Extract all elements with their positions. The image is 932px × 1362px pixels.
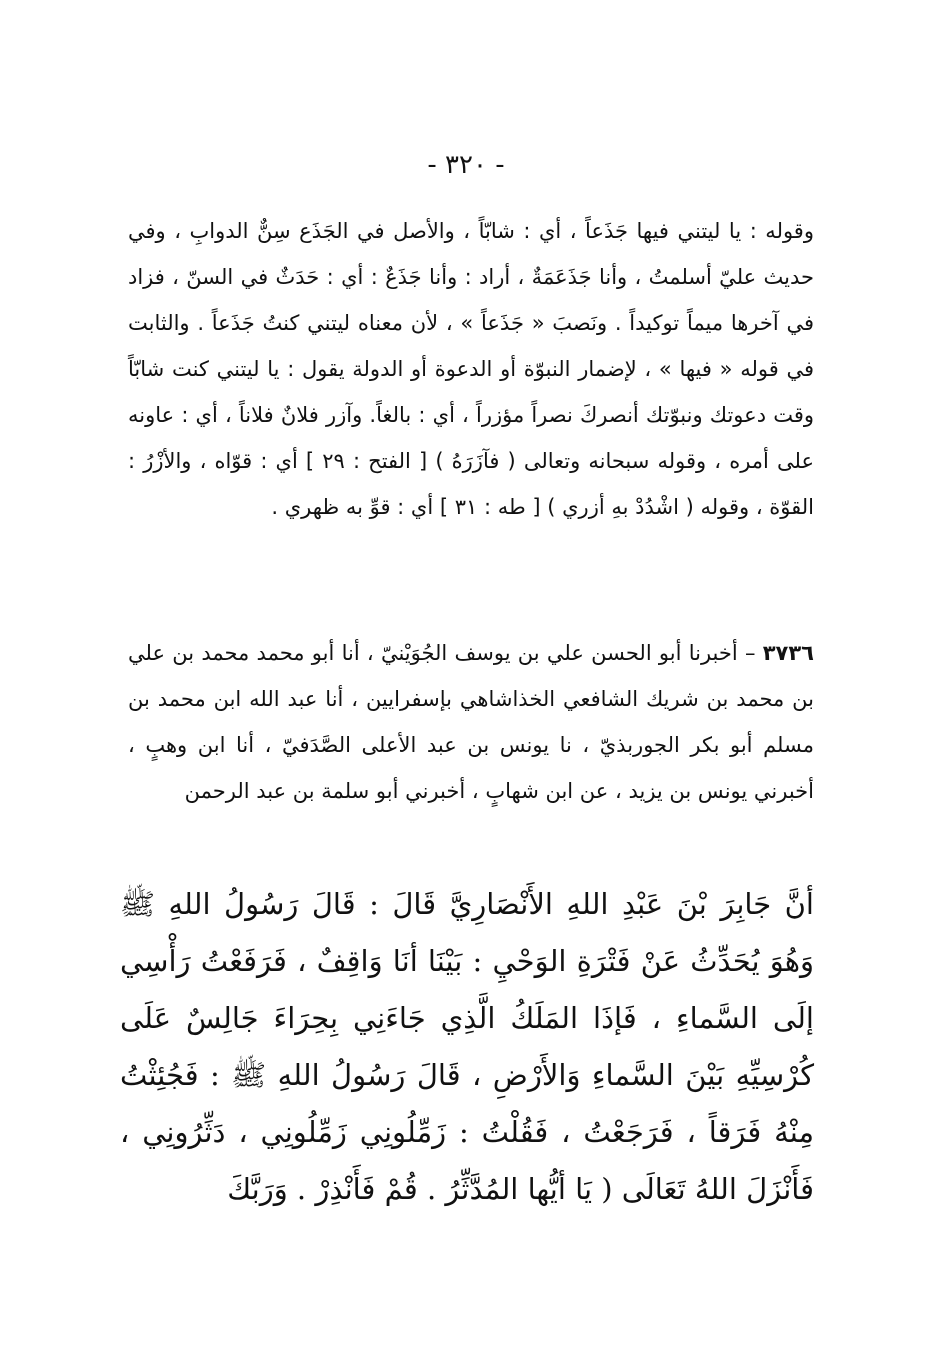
commentary-section (128, 208, 814, 530)
page-number: - ٣٢٠ - (427, 150, 505, 180)
hadith-text: أنَّ جَابِرَ بْنَ عَبْدِ اللهِ الأَنْصَارِيَّ قَالَ : قَالَ رَسُولُ اللهِ ﷺ وَهُوَ يُحَدِّثُ عَنْ فَتْرَةِ الوَحْيِ : بَيْنَا أنَا وَاقِفٌ ، فَرَفَعْتُ رَأْسِي إلَى السَّماءِ ، فَإذَا المَلَكُ الَّذِي جَاءَنِي بِحِرَاءَ جَالِسٌ عَلَى كُرْسِيِّهِ بَيْنَ السَّماءِ وَالأَرْضِ ، قَالَ رَسُولُ اللهِ ﷺ : فَجُئِثْتُ مِنْهُ فَرَقاً ، فَرَجَعْتُ ، فَقُلْتُ : زَمِّلُونِي زَمِّلُونِي ، دَثِّرُونِي ، فَأَنْزَلَ اللهُ تَعَالَى ( يَا أيُّها المُدَّثِّرُ . قُمْ فَأَنْذِرْ . وَرَبَّكَ (120, 887, 814, 1206)
hadith-matn (120, 876, 814, 1218)
hadith-number: ٣٧٣٦ (762, 641, 814, 665)
hadith-chain: – أخبرنا أبو الحسن علي بن يوسف الجُوَيْنيّ ، أنا أبو محمد محمد بن علي بن محمد بن شريك الشافعي الخذاشاهي بإسفرايين ، أنا عبد الله ابن محمد بن مسلم أبو بكر الجوربذيّ ، نا يونس بن عبد الأعلى الصَّدَفيّ ، أنا ابن وهبٍ ، أخبرني يونس بن يزيد ، عن ابن شهابٍ ، أخبرني أبو سلمة بن عبد الرحمن (128, 641, 814, 803)
commentary-paragraph: وقوله : يا ليتني فيها جَذَعاً ، أي : شابّاً ، والأصل في الجَذَع سِنٌّ الدوابِ ، وفي حديث عليّ أسلمتُ ، وأنا جَذَعَمَةٌ ، أراد : وأنا جَذَعٌ : أي : حَدَثٌ في السنّ ، فزاد في آخرها ميماً توكيداً . ونَصبَ « جَذَعاً » ، لأن معناه ليتني كنتُ جَذَعاً . والثابت في قوله « فيها » ، لإضمار النبوّة أو الدعوة أو الدولة يقول : يا ليتني كنت شابّاً وقت دعوتك ونبوّتك أنصركَ نصراً مؤزراً ، أي : بالغاً. وآزر فلانٌ فلاناً ، أي : عاونه على أمره ، وقوله سبحانه وتعالى ( فآزَرَهُ ) [ الفتح : ٢٩ ] أي : قوّاه ، والأزْرُ : القوّة ، وقوله ( اشْدُدْ بهِ أزري ) [ طه : ٣١ ] أي : قوِّ به ظهري . (128, 219, 814, 519)
hadith-isnad (128, 630, 814, 814)
